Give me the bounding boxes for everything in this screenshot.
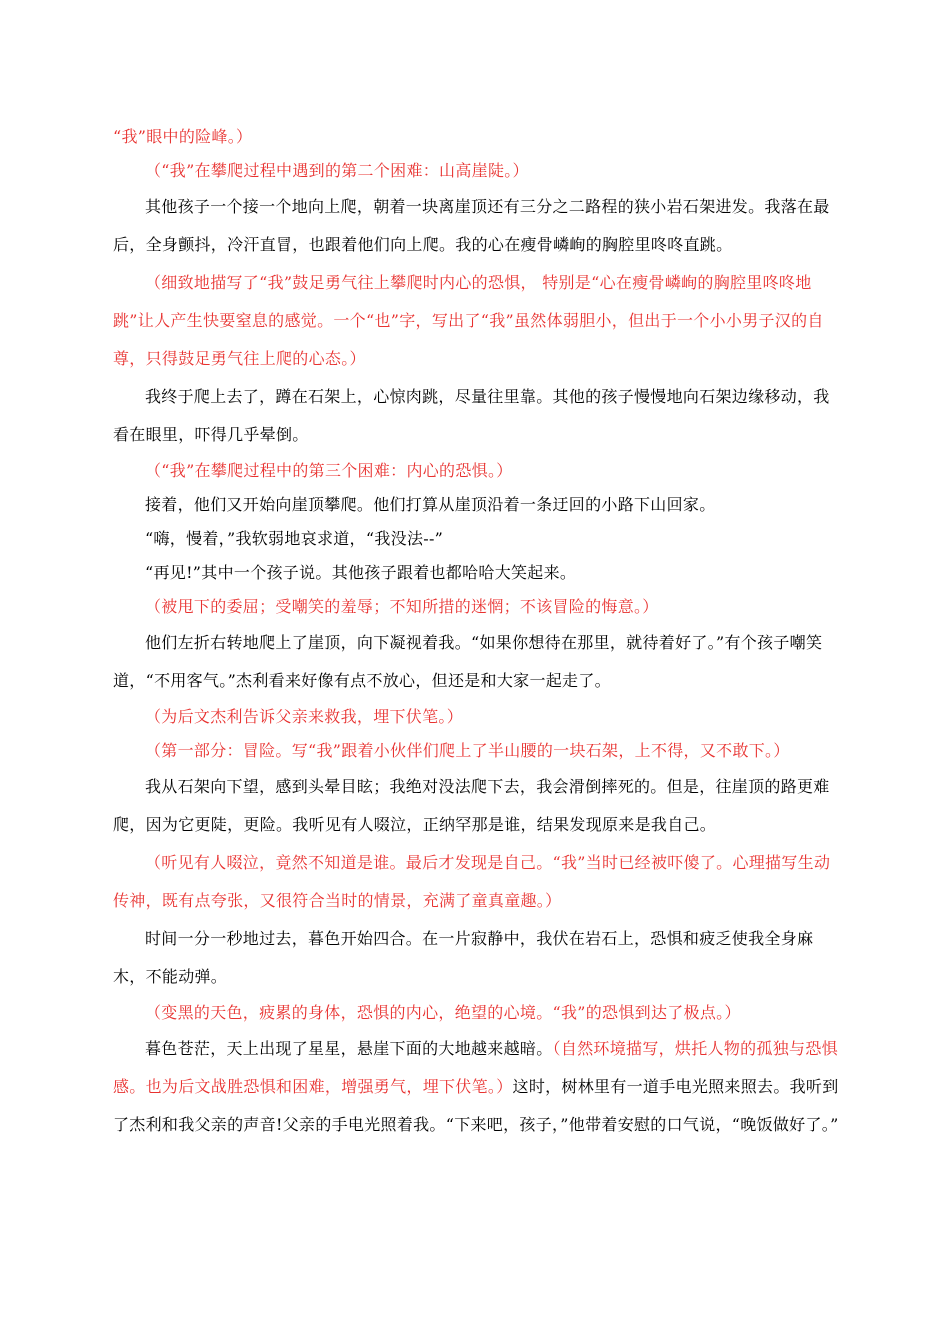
annotation-paragraph: （变黑的天色，疲累的身体，恐惧的内心，绝望的心境。“我”的恐惧到达了极点。）	[145, 1003, 741, 1022]
mixed-paragraph	[113, 1030, 839, 1144]
annotation-paragraph: （“我”在攀爬过程中遇到的第二个困难：山高崖陡。）	[145, 161, 529, 180]
annotation-paragraph: （为后文杰利告诉父亲来救我，埋下伏笔。）	[145, 707, 464, 726]
body-paragraph: 时间一分一秒地过去，暮色开始四合。在一片寂静中，我伏在岩石上，恐惧和疲乏使我全身麻木，不能动弹。	[113, 929, 814, 986]
body-paragraph: 其他孩子一个接一个地向上爬，朝着一块离崖顶还有三分之二路程的狭小岩石架进发。我落在最后，全身颤抖，冷汗直冒，也跟着他们向上爬。我的心在瘦骨嶙峋的胸腔里咚咚直跳。	[113, 197, 830, 254]
annotation-paragraph: （细致地描写了“我”鼓足勇气往上攀爬时内心的恐惧， 特别是“心在瘦骨嶙峋的胸腔里咚咚地跳”让人产生快要窒息的感觉。一个“也”字，写出了“我”虽然体弱胆小，但出于一个小小男子汉的自尊，只得鼓足勇气往上爬的心态。）	[113, 273, 824, 368]
mixed-body-text: 暮色苍茫，天上出现了星星，悬崖下面的大地越来越暗。	[145, 1039, 553, 1058]
body-paragraph: 接着，他们又开始向崖顶攀爬。他们打算从崖顶沿着一条迂回的小路下山回家。	[145, 495, 716, 514]
body-paragraph: “再见!”其中一个孩子说。其他孩子跟着也都哈哈大笑起来。	[145, 563, 577, 582]
annotation-paragraph: （被甩下的委屈；受嘲笑的羞辱；不知所措的迷惘；不该冒险的悔意。）	[145, 597, 659, 616]
annotation-paragraph: “我”眼中的险峰。）	[113, 127, 253, 146]
annotation-paragraph: （第一部分：冒险。写“我”跟着小伙伴们爬上了半山腰的一块石架，上不得，又不敢下。）	[145, 741, 790, 760]
body-paragraph: 他们左折右转地爬上了崖顶，向下凝视着我。“如果你想待在那里，就待着好了。”有个孩子嘲笑道，“不用客气。”杰利看来好像有点不放心，但还是和大家一起走了。	[113, 633, 823, 690]
mixed-body-text-continued: 这时，树林里有一道手电光照来照去。我听到了杰利和我父亲的声音!父亲的手电光照着我。“下来吧，孩子，”他带着安慰的口气说，“晚饭做好了。”	[113, 1077, 839, 1134]
body-paragraph: “嗨，慢着，”我软弱地哀求道，“我没法--”	[145, 529, 444, 548]
annotation-paragraph: （“我”在攀爬过程中的第三个困难：内心的恐惧。）	[145, 461, 513, 480]
body-paragraph: 我从石架向下望，感到头晕目眩；我绝对没法爬下去，我会滑倒摔死的。但是，往崖顶的路更难爬，因为它更陡，更险。我听见有人啜泣，正纳罕那是谁，结果发现原来是我自己。	[113, 777, 830, 834]
annotation-paragraph: （听见有人啜泣，竟然不知道是谁。最后才发现是自己。“我”当时已经被吓傻了。心理描写生动传神，既有点夸张，又很符合当时的情景，充满了童真童趣。）	[113, 853, 831, 910]
document-page	[113, 120, 839, 1144]
body-paragraph: 我终于爬上去了，蹲在石架上，心惊肉跳，尽量往里靠。其他的孩子慢慢地向石架边缘移动，我看在眼里，吓得几乎晕倒。	[113, 387, 830, 444]
mixed-annotation-text: （自然环境描写，烘托人物的孤独与恐惧感。也为后文战胜恐惧和困难，增强勇气，埋下伏笔。）	[113, 1039, 838, 1096]
